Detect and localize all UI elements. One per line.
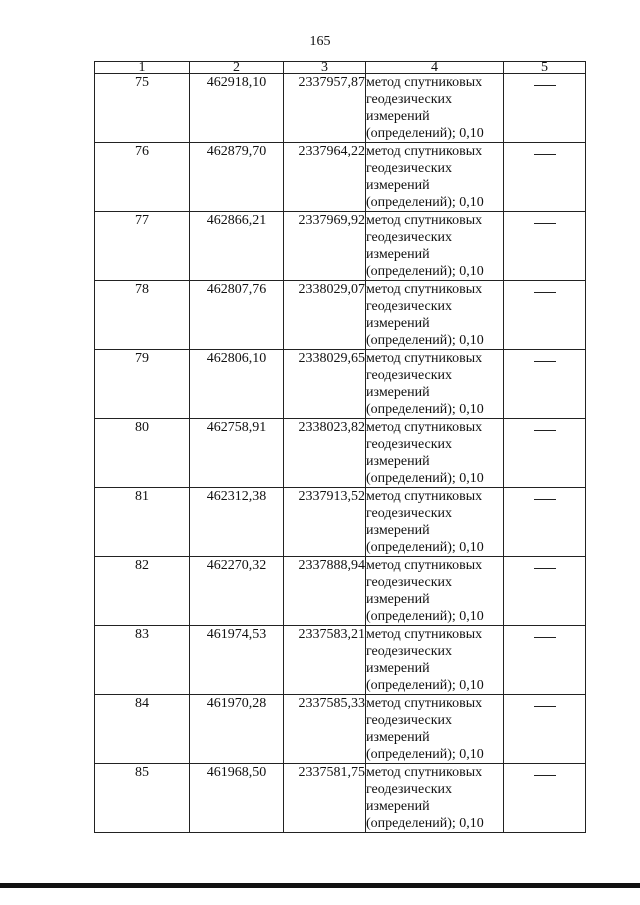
column-header-4: 4 [366,62,504,74]
y-coordinate-cell: 2337964,22 [284,143,366,212]
y-coordinate-cell: 2337581,75 [284,764,366,833]
dash-mark [534,568,556,569]
method-cell: метод спутниковых геодезических измерений (определений); 0,10 [366,626,504,695]
dash-mark [534,775,556,776]
dash-mark [534,706,556,707]
table-row [95,350,586,419]
method-cell: метод спутниковых геодезических измерений (определений); 0,10 [366,695,504,764]
x-coordinate-cell: 461974,53 [190,626,284,695]
y-coordinate-cell: 2337888,94 [284,557,366,626]
method-cell: метод спутниковых геодезических измерений (определений); 0,10 [366,557,504,626]
method-cell: метод спутниковых геодезических измерений (определений); 0,10 [366,488,504,557]
note-cell [504,488,586,557]
note-cell [504,764,586,833]
column-header-5: 5 [504,62,586,74]
table-row [95,281,586,350]
table-row [95,419,586,488]
method-cell: метод спутниковых геодезических измерений (определений); 0,10 [366,74,504,143]
column-header-2: 2 [190,62,284,74]
point-number-cell: 77 [95,212,190,281]
dash-mark [534,85,556,86]
dash-mark [534,499,556,500]
page-number: 165 [309,34,331,49]
method-cell: метод спутниковых геодезических измерений (определений); 0,10 [366,212,504,281]
table-row [95,74,586,143]
x-coordinate-cell: 461970,28 [190,695,284,764]
note-cell [504,419,586,488]
y-coordinate-cell: 2337585,33 [284,695,366,764]
note-cell [504,212,586,281]
y-coordinate-cell: 2338023,82 [284,419,366,488]
y-coordinate-cell: 2338029,65 [284,350,366,419]
point-number-cell: 84 [95,695,190,764]
method-cell: метод спутниковых геодезических измерений (определений); 0,10 [366,350,504,419]
table-header-row [95,62,586,74]
x-coordinate-cell: 462807,76 [190,281,284,350]
table-row [95,557,586,626]
point-number-cell: 83 [95,626,190,695]
note-cell [504,626,586,695]
dash-mark [534,223,556,224]
y-coordinate-cell: 2337969,92 [284,212,366,281]
y-coordinate-cell: 2337583,21 [284,626,366,695]
x-coordinate-cell: 461968,50 [190,764,284,833]
point-number-cell: 82 [95,557,190,626]
dash-mark [534,361,556,362]
note-cell [504,695,586,764]
dash-mark [534,154,556,155]
x-coordinate-cell: 462866,21 [190,212,284,281]
x-coordinate-cell: 462312,38 [190,488,284,557]
table-row [95,488,586,557]
point-number-cell: 85 [95,764,190,833]
point-number-cell: 76 [95,143,190,212]
bottom-rule [0,883,640,888]
note-cell [504,557,586,626]
column-header-3: 3 [284,62,366,74]
point-number-cell: 79 [95,350,190,419]
method-cell: метод спутниковых геодезических измерений (определений); 0,10 [366,419,504,488]
table-row [95,212,586,281]
method-cell: метод спутниковых геодезических измерений (определений); 0,10 [366,281,504,350]
note-cell [504,350,586,419]
note-cell [504,74,586,143]
note-cell [504,281,586,350]
coordinates-table [94,61,586,833]
column-header-1: 1 [95,62,190,74]
dash-mark [534,637,556,638]
table-row [95,695,586,764]
method-cell: метод спутниковых геодезических измерений (определений); 0,10 [366,143,504,212]
x-coordinate-cell: 462270,32 [190,557,284,626]
y-coordinate-cell: 2337913,52 [284,488,366,557]
table-row [95,143,586,212]
y-coordinate-cell: 2338029,07 [284,281,366,350]
note-cell [504,143,586,212]
y-coordinate-cell: 2337957,87 [284,74,366,143]
point-number-cell: 78 [95,281,190,350]
x-coordinate-cell: 462918,10 [190,74,284,143]
x-coordinate-cell: 462879,70 [190,143,284,212]
table-row [95,626,586,695]
x-coordinate-cell: 462806,10 [190,350,284,419]
point-number-cell: 75 [95,74,190,143]
dash-mark [534,430,556,431]
point-number-cell: 80 [95,419,190,488]
method-cell: метод спутниковых геодезических измерений (определений); 0,10 [366,764,504,833]
x-coordinate-cell: 462758,91 [190,419,284,488]
point-number-cell: 81 [95,488,190,557]
table-row [95,764,586,833]
dash-mark [534,292,556,293]
